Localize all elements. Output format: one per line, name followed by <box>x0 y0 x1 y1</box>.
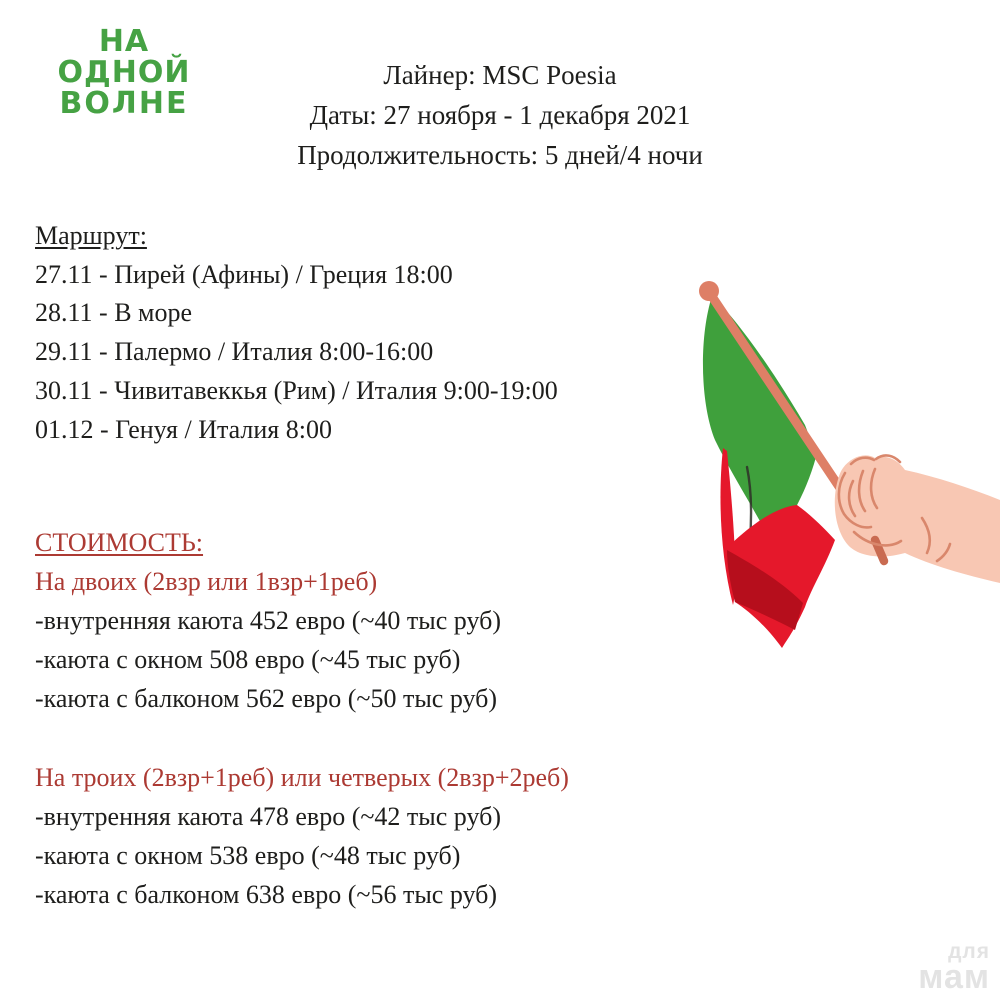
brand-logo-line1: НА ОДНОЙ <box>57 24 191 91</box>
watermark <box>918 940 990 996</box>
dates-line: Даты: 27 ноября - 1 декабря 2021 <box>309 100 691 130</box>
liner-line: Лайнер: MSC Poesia <box>383 60 617 90</box>
watermark-line2: мам <box>918 958 990 996</box>
pricing-group-2-label: На троих (2взр+1реб) или четверых (2взр+2реб) <box>35 763 569 792</box>
brand-logo-line2: ВОЛНЕ <box>59 86 189 122</box>
pricing-section <box>35 523 569 914</box>
price-item: -каюта с окном 508 евро (~45 тыс руб) <box>35 645 461 674</box>
price-item: -каюта с балконом 562 евро (~50 тыс руб) <box>35 684 498 713</box>
route-section <box>35 217 558 449</box>
header <box>0 55 1000 175</box>
duration-line: Продолжительность: 5 дней/4 ночи <box>297 140 703 170</box>
price-item: -каюта с окном 538 евро (~48 тыс руб) <box>35 841 461 870</box>
route-item: 27.11 - Пирей (Афины) / Греция 18:00 <box>35 259 453 289</box>
pricing-group-1-label: На двоих (2взр или 1взр+1реб) <box>35 567 378 596</box>
hand-holding-italian-flag-illustration <box>655 245 1000 665</box>
watermark-line1: для <box>948 940 990 963</box>
route-item: 30.11 - Чивитавеккья (Рим) / Италия 9:00-19:00 <box>35 375 558 405</box>
hand-shape <box>835 455 1000 583</box>
route-item: 01.12 - Генуя / Италия 8:00 <box>35 414 332 444</box>
price-item: -внутренняя каюта 478 евро (~42 тыс руб) <box>35 802 502 831</box>
pricing-groups-divider <box>35 718 569 758</box>
price-item: -внутренняя каюта 452 евро (~40 тыс руб) <box>35 606 502 635</box>
route-item: 28.11 - В море <box>35 298 193 328</box>
route-title: Маршрут: <box>35 221 147 250</box>
price-item: -каюта с балконом 638 евро (~56 тыс руб) <box>35 880 498 909</box>
flag-pole-ball <box>699 281 719 301</box>
route-item: 29.11 - Палермо / Италия 8:00-16:00 <box>35 337 434 367</box>
pricing-title: СТОИМОСТЬ: <box>35 528 204 557</box>
